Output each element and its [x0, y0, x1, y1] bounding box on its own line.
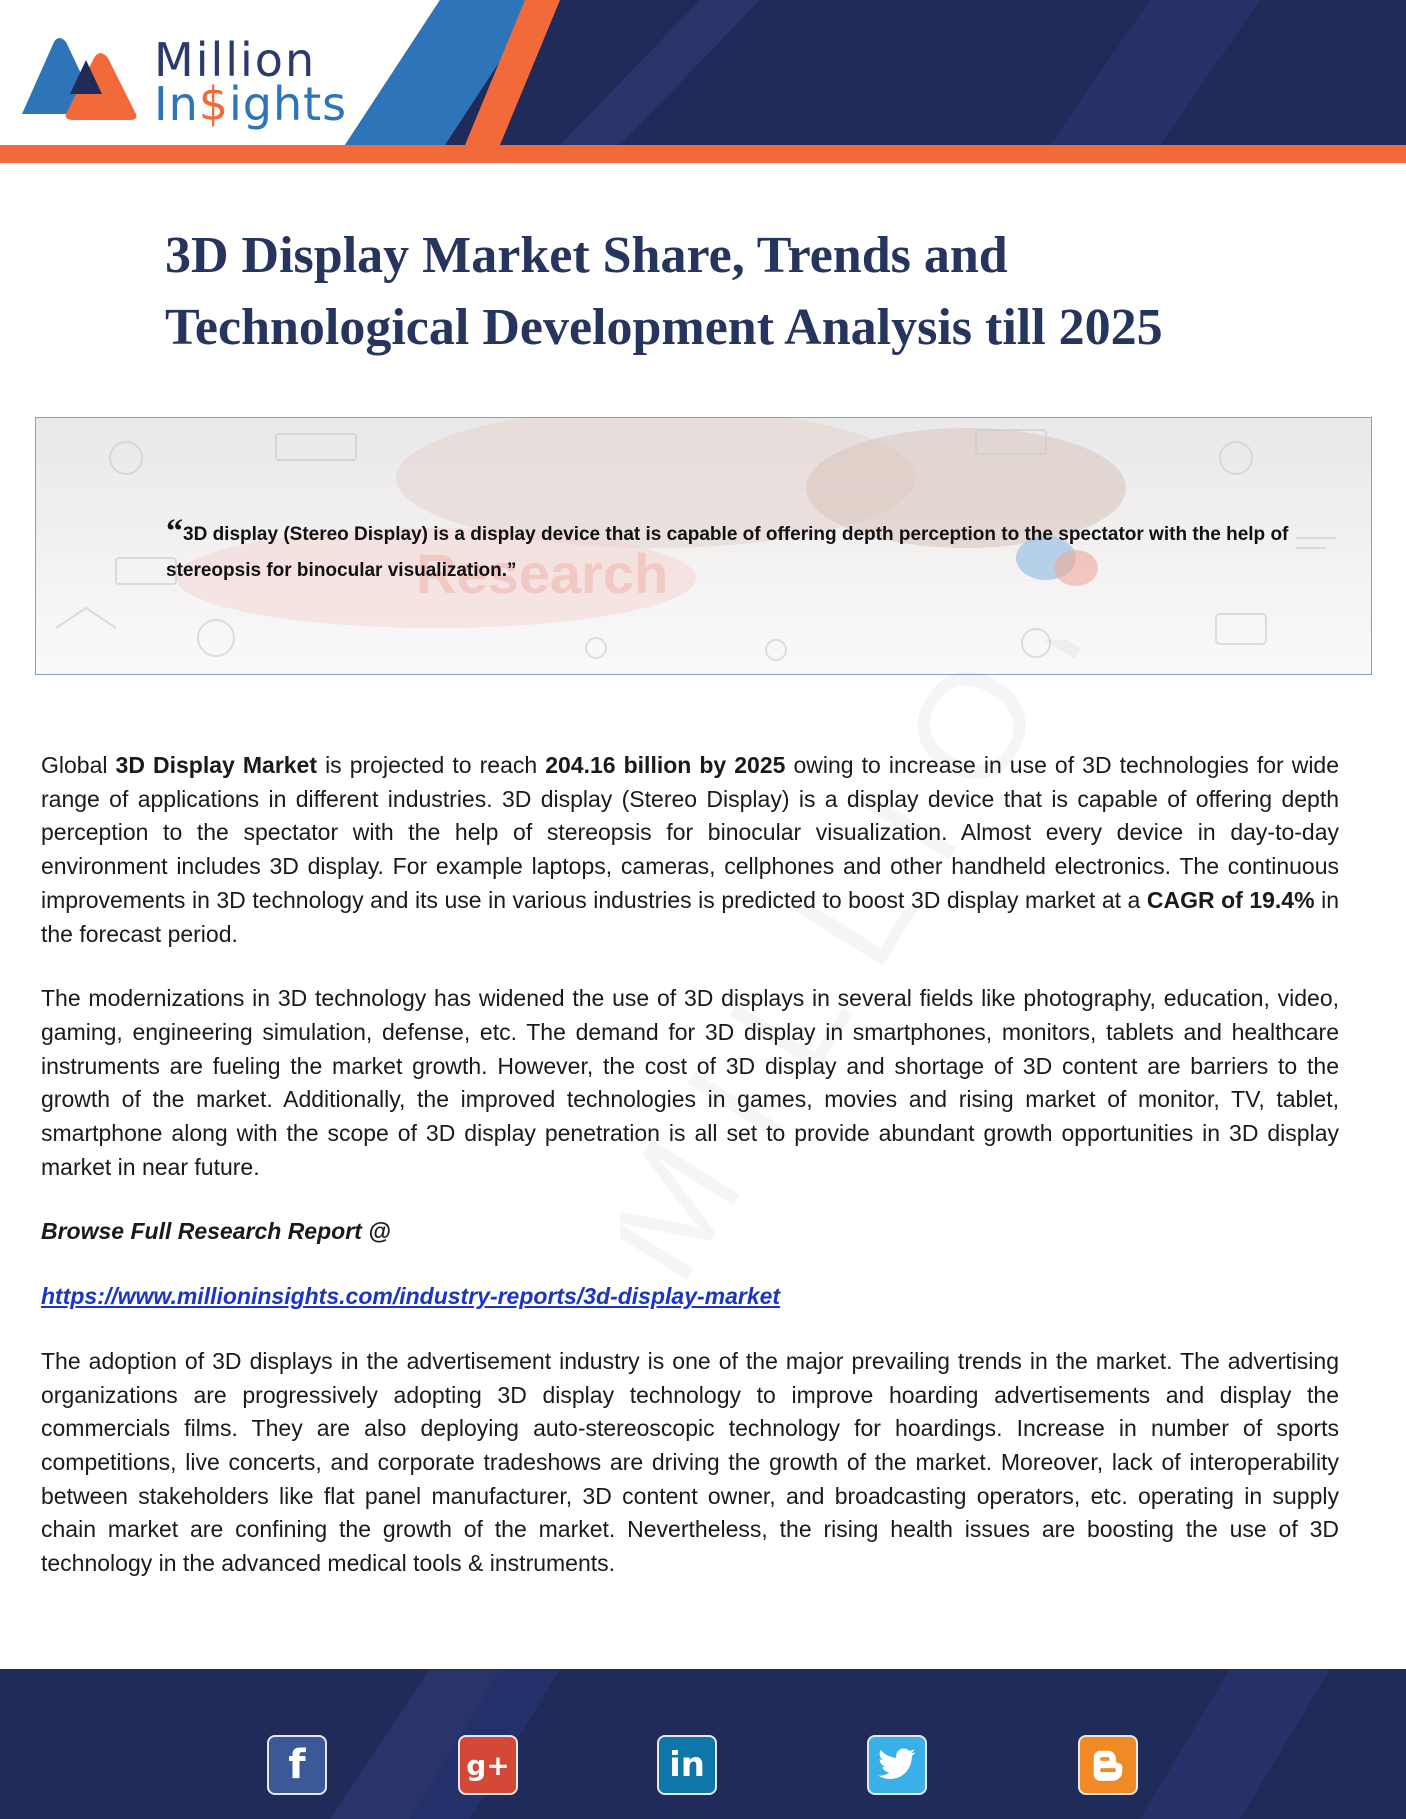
svg-text:Research: Research — [416, 542, 669, 605]
page-title — [165, 220, 1325, 364]
footer-bar — [0, 1669, 1406, 1819]
header-banner — [0, 0, 1406, 163]
banner-quote: “3D display (Stereo Display) is a display device that is capable of offering depth perception to the spectator with the help of stereopsis for binocular visualization.” — [166, 513, 1289, 581]
paragraph-3: The adoption of 3D displays in the advertisement industry is one of the major prevailing trends in the market. The advertising organizations are progressively adopting 3D display technology to improve hoarding advertisements and display the commercials films. They are also deploying auto-stereoscopic technology for hoardings. Increase in number of sports competitions, live concerts, and corporate tradeshows are driving the growth of the market. Moreover, lack of interoperability between stakeholders like flat panel manufacturer, 3D content owner, and broadcasting operators, etc. operating in supply chain market are confining the growth of the market. Nevertheless, the rising health issues are boosting the use of 3D technology in the advanced medical tools & instruments. — [41, 1347, 1339, 1577]
logo-mark-icon — [14, 32, 144, 122]
title-line-2: Technological Development Analysis till 2025 — [165, 299, 1163, 356]
article-body — [41, 749, 1339, 1612]
blogger-icon[interactable] — [1078, 1735, 1138, 1795]
company-logo[interactable] — [14, 32, 348, 132]
twitter-bird-icon — [877, 1748, 917, 1782]
brand-name-line1: Million — [154, 33, 317, 87]
brand-name-line2: In$ights — [154, 77, 348, 131]
quote-banner — [35, 417, 1372, 675]
linkedin-icon[interactable]: in — [657, 1735, 717, 1795]
title-line-1: 3D Display Market Share, Trends and — [165, 227, 1008, 284]
twitter-icon[interactable] — [867, 1735, 927, 1795]
paragraph-2: The modernizations in 3D technology has widened the use of 3D displays in several fields like photography, education, video, gaming, engineering simulation, defense, etc. The demand for 3D display in smartphones, monitors, tablets and healthcare instruments are fueling the market growth. However, the cost of 3D display and shortage of 3D content are barriers to the growth of the market. Additionally, the improved technologies in games, movies and rising market of monitor, TV, tablet, smartphone along with the scope of 3D display penetration is all set to provide abundant growth opportunities in 3D display market in near future. — [41, 985, 1339, 1180]
report-link[interactable]: https://www.millioninsights.com/industry-reports/3d-display-market — [41, 1283, 781, 1310]
browse-report-label: Browse Full Research Report @ — [41, 1218, 391, 1245]
facebook-icon[interactable]: f — [267, 1735, 327, 1795]
blogger-b-icon — [1089, 1746, 1127, 1784]
google-plus-icon[interactable]: g+ — [458, 1735, 518, 1795]
paragraph-1: Global 3D Display Market is projected to reach 204.16 billion by 2025 owing to increase in use of 3D technologies for wide range of applications in different industries. 3D display (Stereo Display) is a display device that is capable of offering depth perception to the spectator with the help of stereopsis for binocular visualization. Almost every device in day-to-day environment includes 3D display. For example laptops, cameras, cellphones and other handheld electronics. The continuous improvements in 3D technology and its use in various industries is predicted to boost 3D display market at a CAGR of 19.4% in the forecast period. — [41, 752, 1340, 947]
